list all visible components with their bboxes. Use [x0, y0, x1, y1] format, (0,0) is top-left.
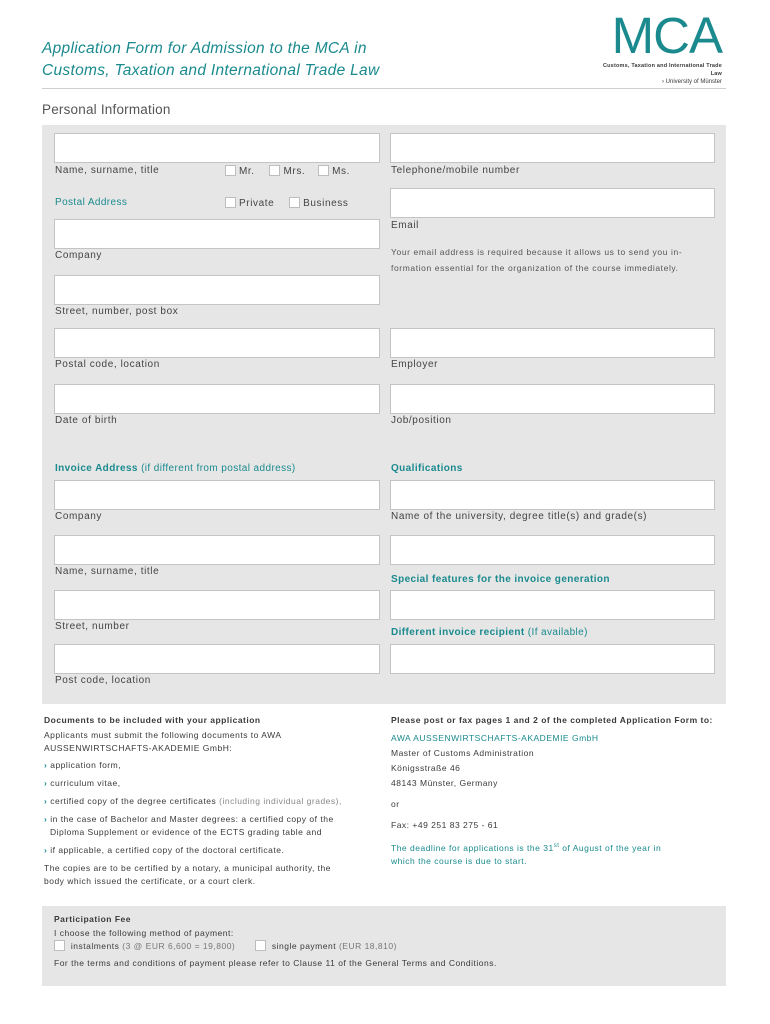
- street-input[interactable]: [54, 275, 380, 305]
- post-fax: Fax: +49 251 83 275 - 61: [391, 820, 499, 830]
- documents-section: [44, 714, 379, 888]
- document-item-text: certified copy of the degree certificates: [50, 796, 217, 806]
- job-input[interactable]: [390, 384, 715, 414]
- invoice-postcode-label: Post code, location: [55, 675, 151, 686]
- dob-input[interactable]: [54, 384, 380, 414]
- university-input-2[interactable]: [390, 535, 715, 565]
- ms-label: Ms.: [332, 166, 351, 177]
- document-item-text-cont: Diploma Supplement or evidence of the ECTS grading table and: [50, 827, 322, 837]
- instalments-note: (3 @ EUR 6,600 = 19,800): [122, 941, 236, 951]
- job-label: Job/position: [391, 415, 452, 426]
- invoice-heading-text: Invoice Address: [55, 463, 138, 474]
- header-divider: [42, 88, 726, 89]
- document-item-note: (including individual grades),: [219, 796, 342, 806]
- ms-checkbox[interactable]: [318, 165, 329, 176]
- different-recipient-note: (If available): [527, 627, 588, 638]
- arrow-icon: ›: [44, 814, 48, 824]
- copies-note-2: body which issued the certificate, or a court clerk.: [44, 876, 256, 886]
- post-org: AWA AUSSENWIRTSCHAFTS-AKADEMIE GmbH: [391, 733, 599, 743]
- street-label: Street, number, post box: [55, 306, 179, 317]
- postal-code-input[interactable]: [54, 328, 380, 358]
- dob-label: Date of birth: [55, 415, 118, 426]
- deadline-text-line-2: which the course is due to start.: [391, 855, 528, 866]
- post-line-2: Königsstraße 46: [391, 763, 461, 773]
- postal-code-label: Postal code, location: [55, 359, 160, 370]
- post-line-1: Master of Customs Administration: [391, 748, 535, 758]
- document-item: [44, 795, 379, 808]
- section-title: Personal Information: [42, 102, 171, 117]
- address-type-options: [225, 197, 349, 209]
- different-recipient-input[interactable]: [390, 644, 715, 674]
- special-features-input[interactable]: [390, 590, 715, 620]
- business-checkbox[interactable]: [289, 197, 300, 208]
- document-item: [44, 813, 379, 839]
- salutation-options: [225, 165, 350, 177]
- invoice-company-label: Company: [55, 511, 102, 522]
- single-payment-checkbox[interactable]: [255, 940, 266, 951]
- mca-logo: [592, 7, 722, 86]
- different-recipient-heading: [391, 627, 588, 638]
- logo-university: › University of Münster: [661, 79, 722, 85]
- deadline-note: [391, 840, 726, 868]
- single-payment-note: (EUR 18,810): [338, 941, 397, 951]
- single-payment-label: single payment: [271, 941, 337, 951]
- fee-choose: I choose the following method of payment:: [54, 928, 234, 938]
- arrow-icon: ›: [44, 778, 48, 788]
- postal-address-heading: Postal Address: [55, 197, 128, 208]
- document-item-text: in the case of Bachelor and Master degrees: a certified copy of the: [50, 814, 334, 824]
- email-label: Email: [391, 220, 420, 231]
- deadline-sup: st: [553, 843, 560, 849]
- logo-subtitle: Customs, Taxation and International Trade Law: [602, 63, 722, 77]
- private-label: Private: [239, 198, 275, 209]
- telephone-label: Telephone/mobile number: [391, 165, 520, 176]
- mr-checkbox[interactable]: [225, 165, 236, 176]
- invoice-postcode-input[interactable]: [54, 644, 380, 674]
- fee-terms: For the terms and conditions of payment please refer to Clause 11 of the General Terms and Conditions.: [54, 958, 497, 968]
- invoice-street-label: Street, number: [55, 621, 130, 632]
- special-features-heading: Special features for the invoice generation: [391, 574, 610, 585]
- post-or: or: [391, 799, 400, 809]
- different-recipient-text: Different invoice recipient: [391, 627, 525, 638]
- instalments-checkbox[interactable]: [54, 940, 65, 951]
- document-item: [44, 844, 379, 857]
- fee-heading: Participation Fee: [54, 914, 131, 924]
- logo-mark: MCA: [611, 7, 722, 64]
- mrs-checkbox[interactable]: [269, 165, 280, 176]
- document-item-text: application form,: [50, 760, 122, 770]
- arrow-icon: ›: [44, 760, 48, 770]
- mr-label: Mr.: [239, 166, 255, 177]
- name-input[interactable]: [54, 133, 380, 163]
- deadline-text-cont: of August of the year in: [559, 842, 662, 853]
- participation-fee-content: [54, 913, 714, 970]
- mrs-label: Mrs.: [283, 166, 306, 177]
- email-note-line-1: Your email address is required because it allows us to send you in-: [391, 247, 683, 257]
- post-section: [391, 714, 726, 868]
- document-item-text: if applicable, a certified copy of the doctoral certificate.: [50, 845, 285, 855]
- employer-label: Employer: [391, 359, 439, 370]
- invoice-address-heading: [55, 463, 296, 474]
- employer-input[interactable]: [390, 328, 715, 358]
- fee-options: [54, 940, 714, 953]
- private-checkbox[interactable]: [225, 197, 236, 208]
- documents-intro-2: AUSSENWIRTSCHAFTS-AKADEMIE GmbH:: [44, 743, 233, 753]
- invoice-name-label: Name, surname, title: [55, 566, 160, 577]
- company-label: Company: [55, 250, 102, 261]
- documents-heading: Documents to be included with your application: [44, 715, 261, 725]
- post-line-3: 48143 Münster, Germany: [391, 778, 498, 788]
- title-line-2: Customs, Taxation and International Trade Law: [42, 62, 380, 79]
- post-heading: Please post or fax pages 1 and 2 of the completed Application Form to:: [391, 715, 713, 725]
- documents-intro-1: Applicants must submit the following documents to AWA: [44, 730, 282, 740]
- email-note-line-2: formation essential for the organization of the course immediately.: [391, 263, 679, 273]
- invoice-name-input[interactable]: [54, 535, 380, 565]
- telephone-input[interactable]: [390, 133, 715, 163]
- invoice-company-input[interactable]: [54, 480, 380, 510]
- instalments-label: instalments: [70, 941, 120, 951]
- university-input[interactable]: [390, 480, 715, 510]
- email-note: [391, 244, 721, 276]
- qualifications-heading: Qualifications: [391, 463, 463, 474]
- arrow-icon: ›: [44, 845, 48, 855]
- document-item: [44, 777, 379, 790]
- email-input[interactable]: [390, 188, 715, 218]
- name-label: Name, surname, title: [55, 165, 160, 176]
- document-item: [44, 759, 379, 772]
- company-input[interactable]: [54, 219, 380, 249]
- university-label: Name of the university, degree title(s) and grade(s): [391, 511, 648, 522]
- copies-note-1: The copies are to be certified by a notary, a municipal authority, the: [44, 863, 331, 873]
- title-line-1: Application Form for Admission to the MCA in: [42, 40, 367, 57]
- deadline-text: The deadline for applications is the 31: [391, 842, 554, 853]
- invoice-heading-note: (if different from postal address): [141, 463, 296, 474]
- invoice-street-input[interactable]: [54, 590, 380, 620]
- form-title: [42, 38, 379, 82]
- business-label: Business: [303, 198, 349, 209]
- document-item-text: curriculum vitae,: [50, 778, 121, 788]
- arrow-icon: ›: [44, 796, 48, 806]
